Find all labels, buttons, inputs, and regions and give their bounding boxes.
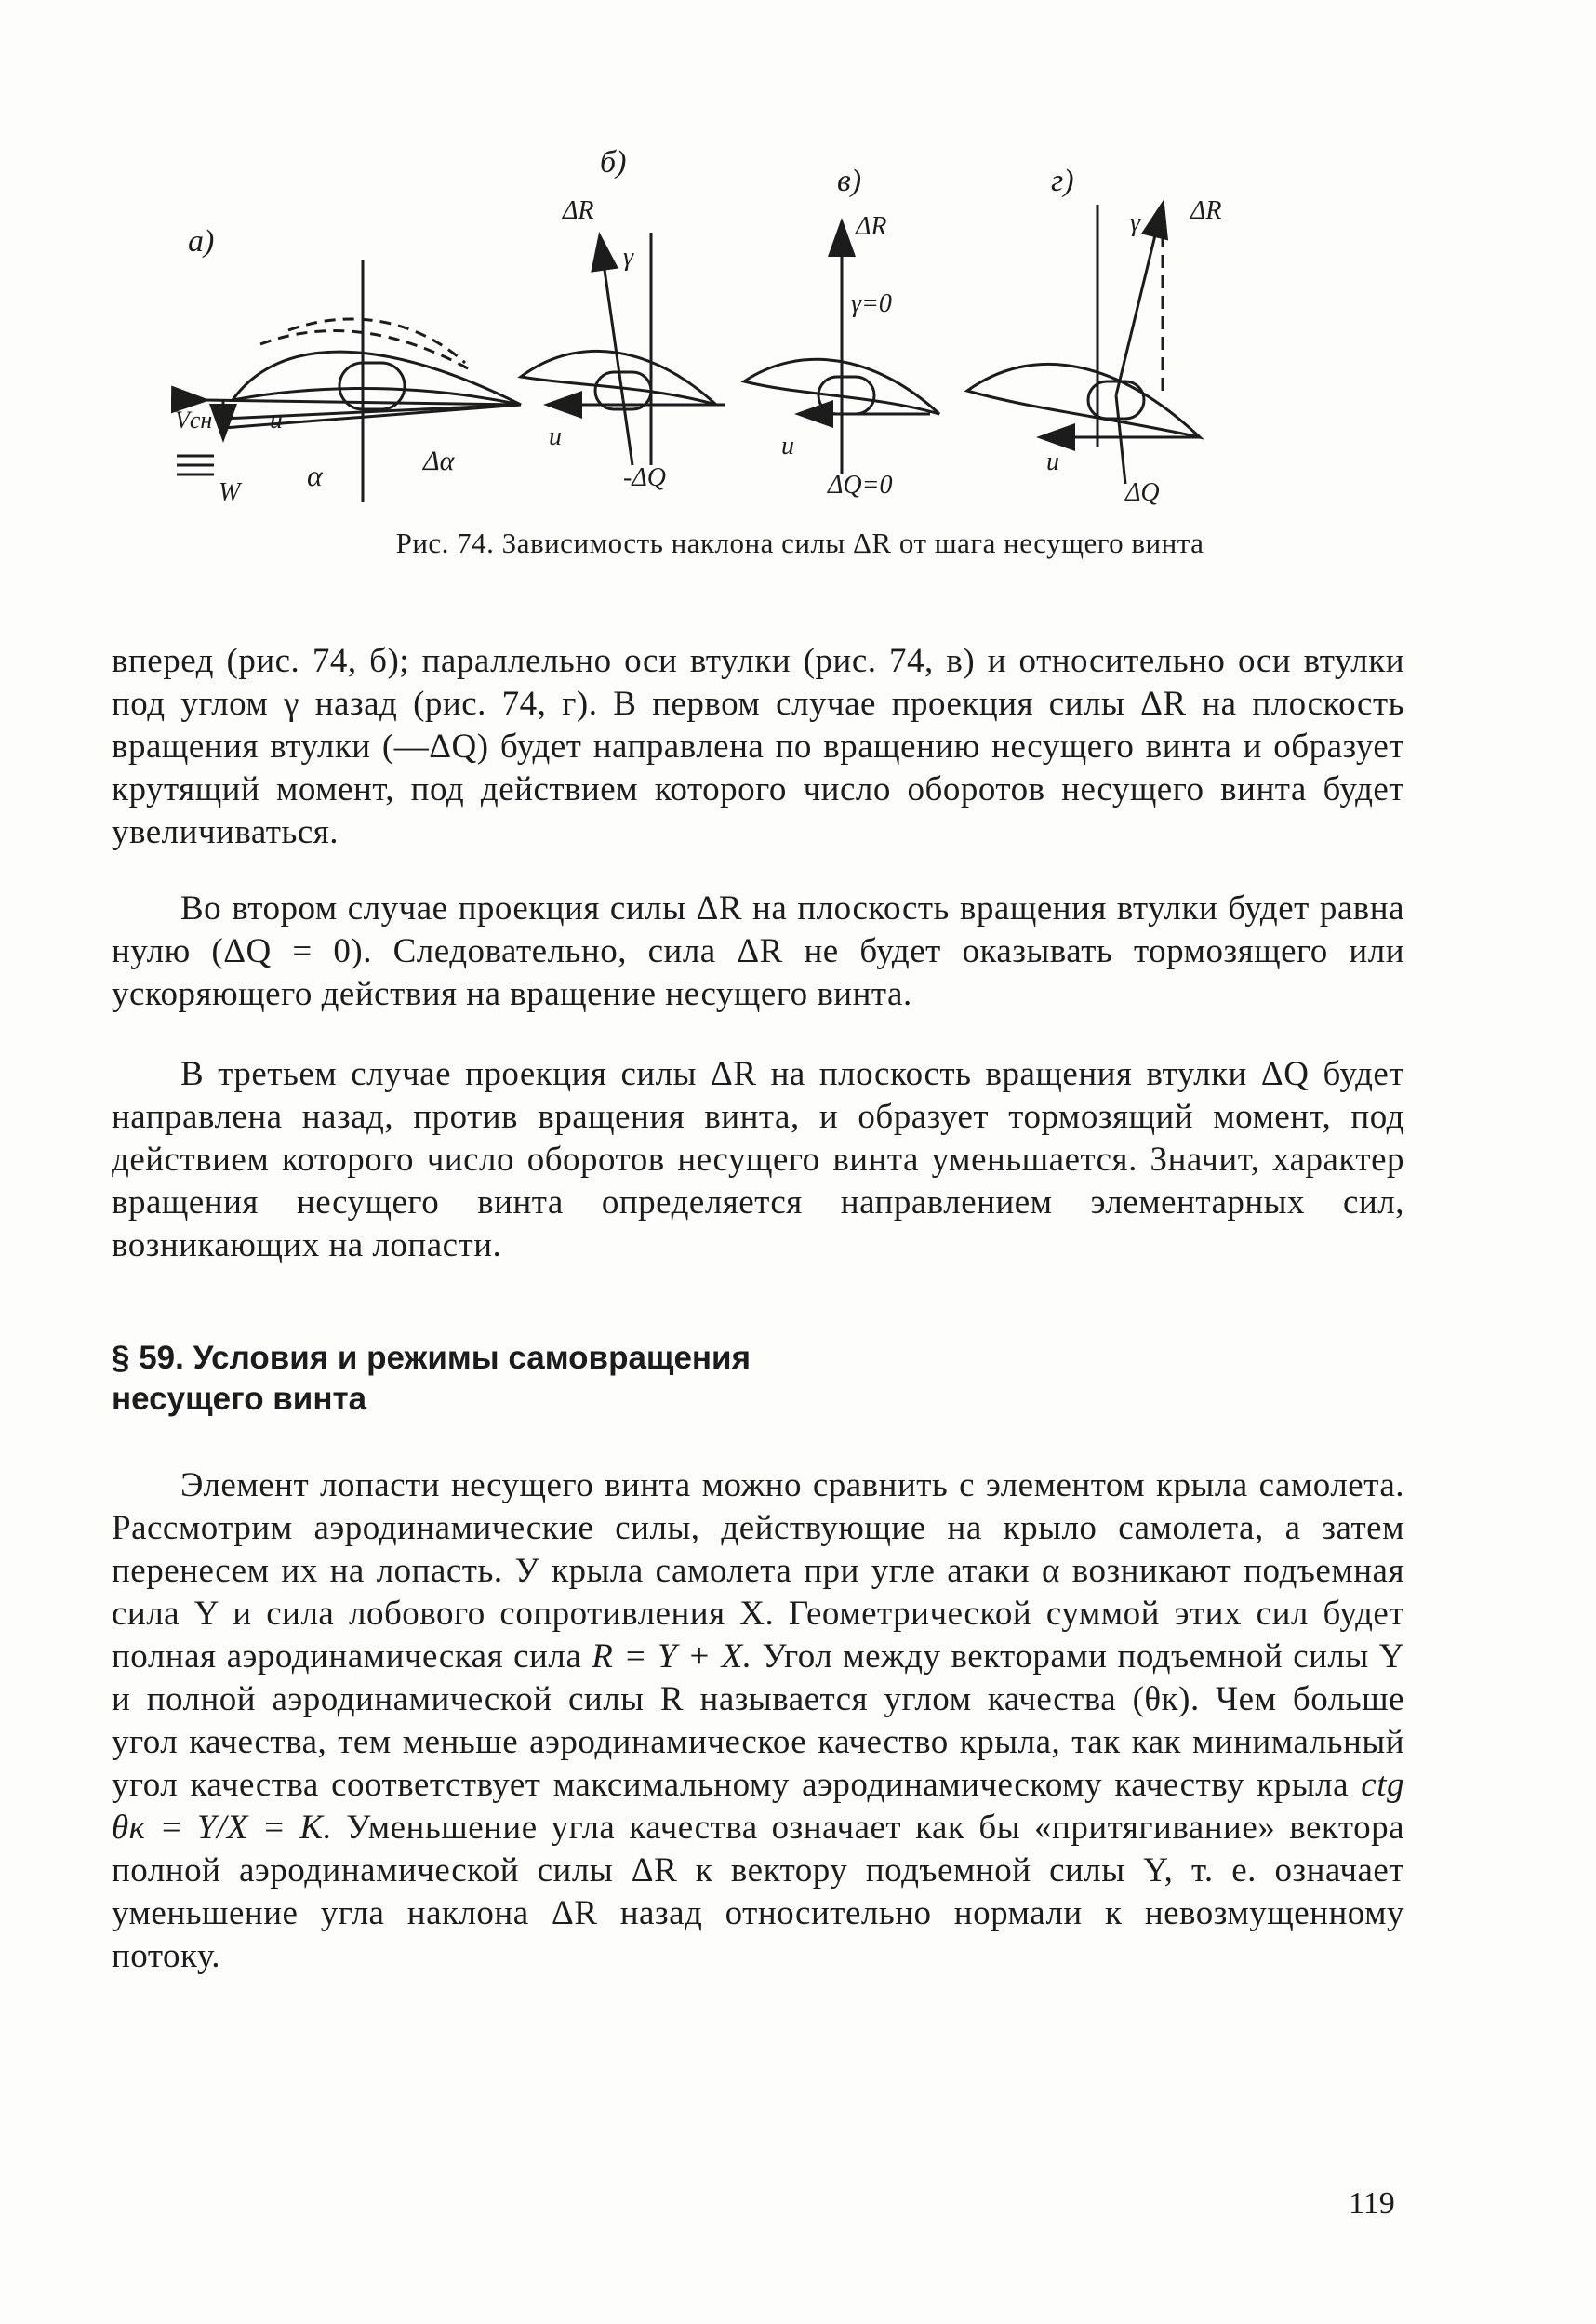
section-heading — [112, 1338, 1042, 1420]
paragraph-2: Во втором случае проекция силы ΔR на плоскость вращения втулки будет равна нулю (ΔQ = 0). Следовательно, сила ΔR не будет оказывать тормозящего или ускоряющего действия на вращение несущего винта. — [112, 889, 1404, 1013]
label-u-a: u — [270, 406, 283, 434]
figure-caption: Рис. 74. Зависимость наклона силы ΔR от шага несущего винта — [395, 527, 1204, 559]
page-number: 119 — [1349, 2186, 1395, 2221]
panel-c-drawing — [744, 223, 939, 474]
label-u-b: u — [549, 422, 562, 451]
label-dr-d: ΔR — [1190, 196, 1222, 225]
label-u-c: u — [781, 432, 794, 461]
label-minus-dq: -ΔQ — [623, 463, 666, 492]
label-d-alpha: Δα — [423, 446, 455, 476]
label-w: W — [219, 478, 241, 507]
formula-r-sum: R = Y + X. — [592, 1637, 752, 1676]
paragraph-4 — [112, 1464, 1404, 1978]
formula-ctg: ctg θк = Y/X = K. — [112, 1766, 1404, 1847]
panel-label-d: г) — [1051, 164, 1074, 198]
label-v-sn: Vсн — [175, 407, 213, 434]
p4-text-3: Уменьшение угла качества означает как бы «притягивание» вектора полной аэродинамической силы ΔR к вектору подъемной силы Y, т. е. означает уменьшение угла наклона ΔR назад относительно нормали к невозмущенному потоку. — [112, 1809, 1405, 1975]
label-dr-b: ΔR — [563, 196, 594, 225]
paragraph-1: вперед (рис. 74, б); параллельно оси втулки (рис. 74, в) и относительно оси втулки под углом γ назад (рис. 74, г). В первом случае проекция силы ΔR на плоскость вращения втулки (—ΔQ) будет направлена по вращению несущего винта и образует крутящий момент, под действием которого число оборотов несущего винта будет увеличиваться. — [112, 642, 1404, 851]
label-gamma-zero: γ=0 — [851, 289, 892, 318]
panel-label-b: б) — [600, 149, 627, 180]
p4-text-2: Угол между векторами подъемной силы Y и полной аэродинамической силы R называется углом качества (θк). Чем больше угол качества, тем меньше аэродинамическое качество крыла, так как минимальный угол качества соответствует максимальному аэродинамическому качеству крыла — [112, 1637, 1405, 1804]
panel-d-drawing — [967, 205, 1200, 484]
paragraph-3: В третьем случае проекция силы ΔR на плоскость вращения втулки ΔQ будет направлена назад, против вращения винта, и образует тормозящий момент, под действием которого число оборотов несущего винта уменьшается. Значит, характер вращения несущего винта определяется направлением элементарных сил, возникающих на лопасти. — [112, 1055, 1404, 1264]
heading-line-2: несущего винта — [112, 1381, 367, 1417]
panel-label-c: в) — [837, 164, 862, 198]
label-gamma-d: γ — [1130, 208, 1141, 237]
label-alpha: α — [307, 459, 323, 492]
panel-label-a: а) — [188, 224, 215, 259]
heading-line-1: § 59. Условия и режимы самовращения — [112, 1340, 751, 1376]
figure-74 — [167, 149, 1414, 521]
label-dq-zero: ΔQ=0 — [828, 471, 893, 500]
label-u-d: u — [1046, 447, 1059, 476]
label-dr-c: ΔR — [856, 212, 887, 241]
label-dq-d: ΔQ — [1125, 478, 1160, 507]
label-gamma-b: γ — [623, 243, 634, 272]
figure-drawing — [167, 149, 1414, 521]
panel-a-drawing — [177, 260, 521, 502]
p4-text-1: Элемент лопасти несущего винта можно сравнить с элементом крыла самолета. Рассмотрим аэродинамические силы, действующие на крыло самолета, а затем перенесем их на лопасть. У крыла самолета при угле атаки α возникают подъемная сила Y и сила лобового сопротивления X. Геометрической суммой этих сил будет полная аэродинамическая сила — [112, 1466, 1404, 1676]
